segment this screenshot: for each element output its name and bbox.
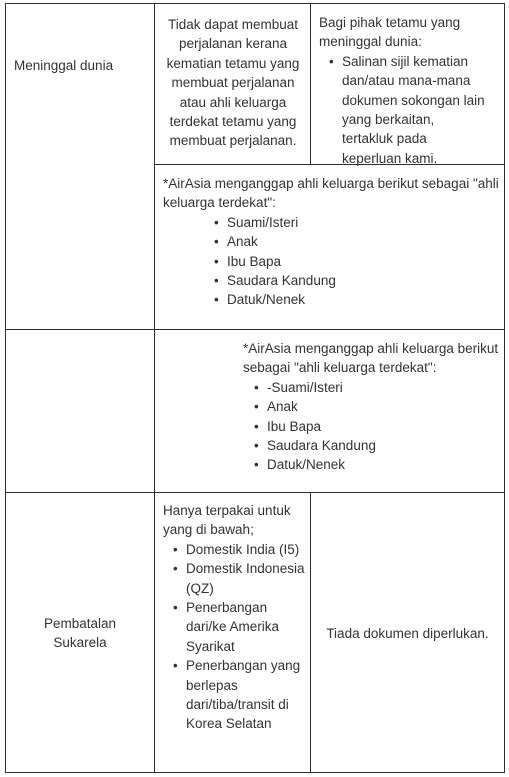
list-item: • Saudara Kandung (267, 436, 501, 455)
list-item: • Domestik Indonesia (QZ) (186, 559, 306, 598)
policy-cell (160, 15, 306, 151)
family-note (243, 339, 501, 475)
policy-text: Tidak dapat membuat perjalanan kerana kematian tetamu yang membuat perjalanan atau ahli keluarga terdekat tetamu yang membuat perjalanan. (166, 17, 300, 149)
list-item: • Salinan sijil kematian dan/atau mana-mana dokumen sokongan lain yang berkaitan, tertakluk pada keperluan kami. (342, 52, 489, 168)
family-note-intro: *AirAsia menganggap ahli keluarga berikut sebagai "ahli keluarga terdekat": (243, 341, 499, 376)
column-divider (310, 3, 311, 165)
table-border-bottom (5, 772, 505, 773)
table-border-right (504, 3, 505, 773)
category-cell (30, 614, 130, 653)
table-border-top (5, 3, 505, 4)
column-divider (154, 3, 155, 773)
route-list (163, 540, 306, 734)
documents-text: Tiada dokumen diperlukan. (326, 626, 489, 641)
list-item: • Penerbangan yang berlepas dari/tiba/transit di Korea Selatan (186, 656, 306, 734)
policy-intro: Hanya terpakai untuk yang di bawah; (163, 503, 291, 538)
row-divider (5, 492, 505, 493)
list-item: • Domestik India (I5) (186, 540, 306, 559)
list-item: • Datuk/Nenek (267, 455, 501, 474)
category-label: Pembatalan Sukarela (43, 616, 117, 651)
documents-list (319, 52, 489, 168)
list-item: • Datuk/Nenek (227, 290, 501, 309)
list-item: • Anak (227, 232, 501, 251)
category-label: Meninggal dunia (14, 58, 114, 73)
list-item: • Saudara Kandung (227, 271, 501, 290)
list-item: • Penerbangan dari/ke Amerika Syarikat (186, 598, 306, 656)
column-divider (310, 492, 311, 773)
documents-cell (315, 624, 500, 643)
list-item: • Anak (267, 397, 501, 416)
family-note-intro: *AirAsia menganggap ahli keluarga berikut sebagai "ahli keluarga terdekat": (163, 176, 499, 211)
row-divider (5, 329, 505, 330)
family-list (163, 213, 501, 310)
documents-intro: Bagi pihak tetamu yang meninggal dunia: (319, 15, 461, 50)
list-item: • Ibu Bapa (227, 252, 501, 271)
category-cell (14, 56, 144, 75)
family-note (163, 174, 501, 310)
policy-cell (163, 501, 306, 734)
list-item: • Ibu Bapa (267, 417, 501, 436)
family-list (243, 378, 501, 475)
table-border-left (5, 3, 6, 773)
list-item: • -Suami/Isteri (267, 378, 501, 397)
list-item: • Suami/Isteri (227, 213, 501, 232)
documents-cell (319, 13, 489, 168)
